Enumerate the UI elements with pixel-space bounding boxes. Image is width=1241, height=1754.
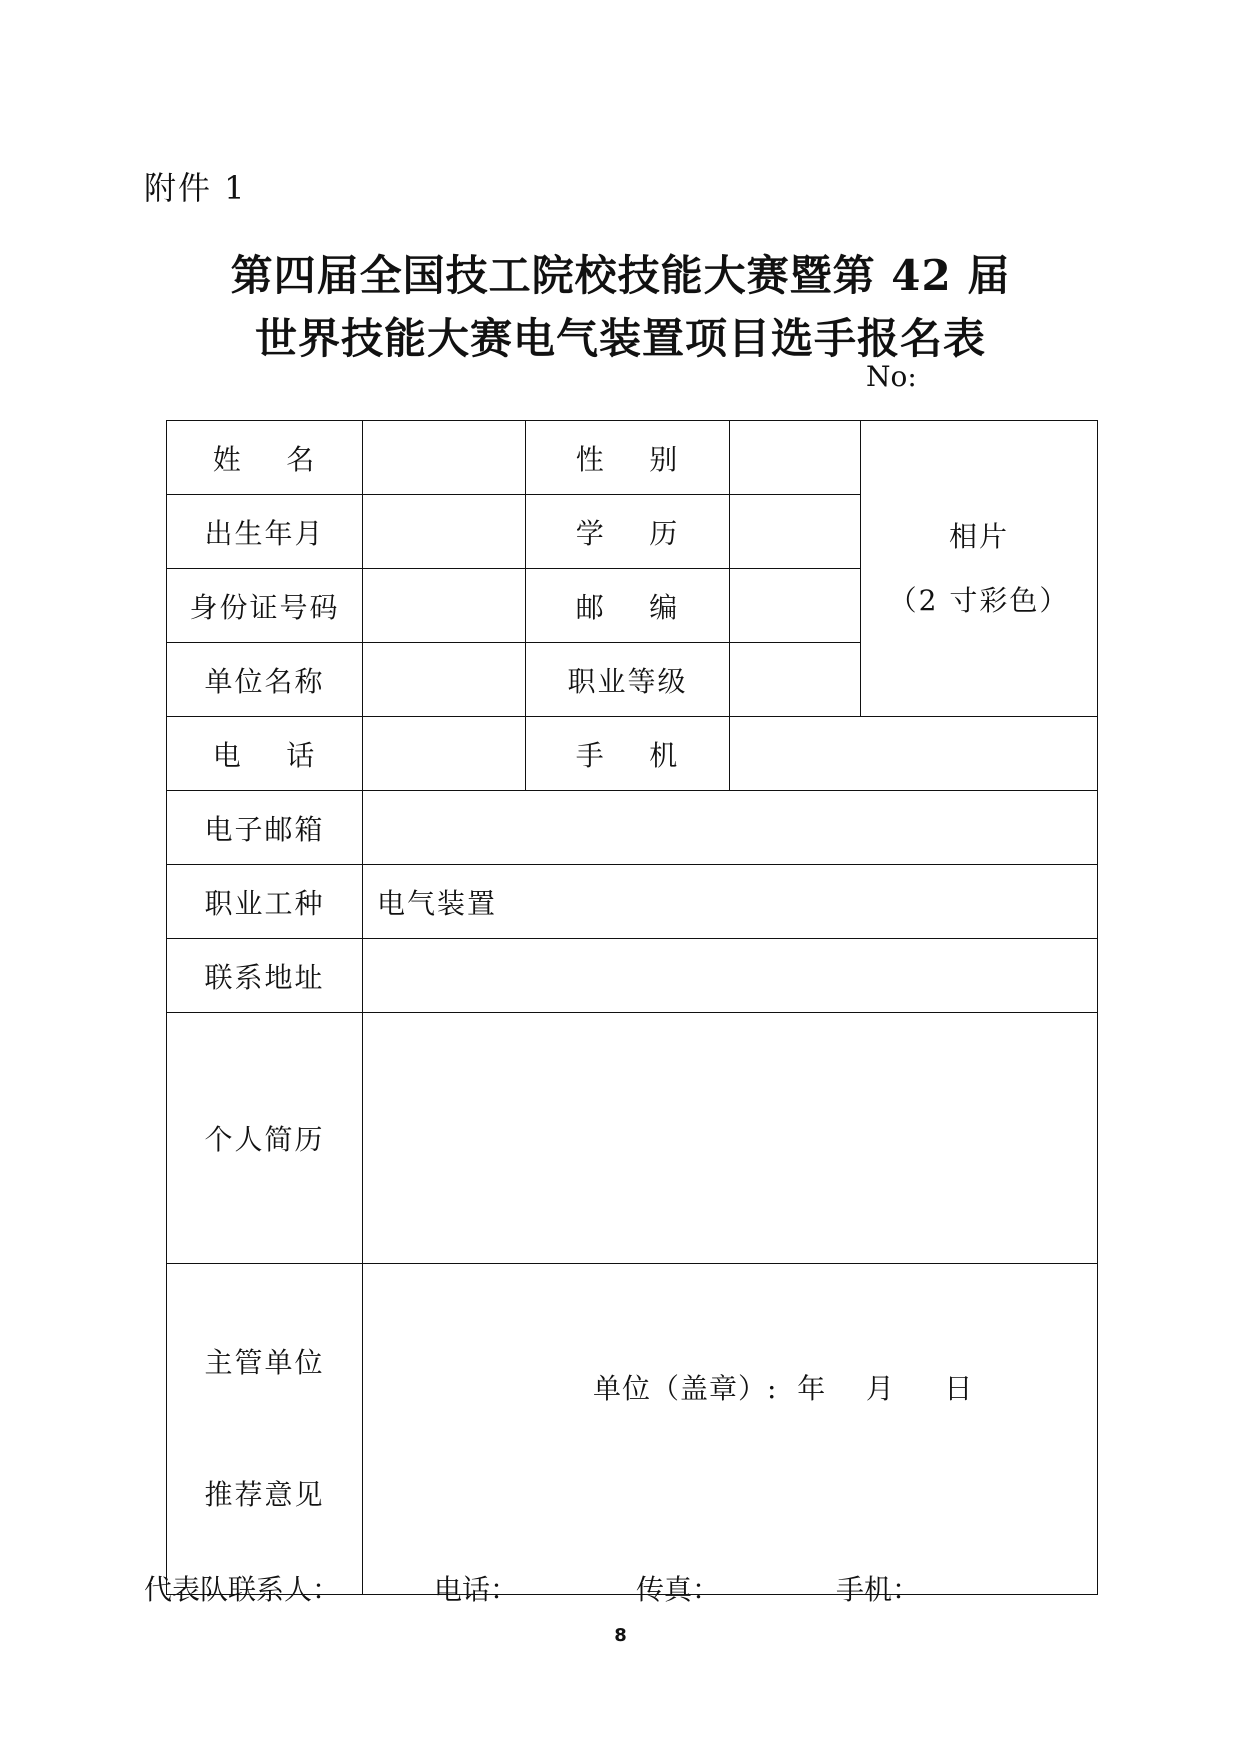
- team-contact-label: 代表队联系人：: [144, 1573, 341, 1606]
- occupation-label: 职业工种: [167, 865, 363, 939]
- recommendation-label: [167, 1264, 363, 1595]
- phone-field[interactable]: [363, 717, 526, 791]
- birth-field[interactable]: [363, 495, 526, 569]
- education-label: 学 历: [526, 495, 730, 569]
- address-label: 联系地址: [167, 939, 363, 1013]
- id-number-field[interactable]: [363, 569, 526, 643]
- photo-label: 相片: [948, 519, 1009, 553]
- address-field[interactable]: [363, 939, 1098, 1013]
- mobile-label: 手 机: [526, 717, 730, 791]
- page-number: 8: [614, 1625, 627, 1646]
- unit-name-label: 单位名称: [167, 643, 363, 717]
- stamp-date-line: 单位（盖章）: 年 月 日: [593, 1372, 974, 1405]
- email-label: 电子邮箱: [167, 791, 363, 865]
- job-level-label: 职业等级: [526, 643, 730, 717]
- recommendation-field[interactable]: [363, 1264, 1098, 1595]
- resume-field[interactable]: [363, 1013, 1098, 1264]
- form-number-label: No:: [866, 360, 917, 393]
- postcode-field[interactable]: [730, 569, 861, 643]
- id-number-label: 身份证号码: [167, 569, 363, 643]
- postcode-label: 邮 编: [526, 569, 730, 643]
- footer-mobile-label: 手机：: [836, 1573, 921, 1606]
- occupation-field[interactable]: 电气装置: [363, 865, 1098, 939]
- recommendation-label-line1: 主管单位: [204, 1346, 325, 1379]
- name-field[interactable]: [363, 421, 526, 495]
- photo-size-note: （2 寸彩色）: [888, 583, 1070, 617]
- name-label: 姓 名: [167, 421, 363, 495]
- resume-label: 个人简历: [167, 1013, 363, 1264]
- form-title-line2: 世界技能大赛电气装置项目选手报名表: [254, 314, 986, 363]
- attachment-label: 附件 1: [144, 169, 247, 207]
- gender-label: 性 别: [526, 421, 730, 495]
- job-level-field[interactable]: [730, 643, 861, 717]
- birth-label: 出生年月: [167, 495, 363, 569]
- footer-fax-label: 传真：: [636, 1573, 721, 1606]
- phone-label: 电 话: [167, 717, 363, 791]
- footer-phone-label: 电话：: [434, 1573, 519, 1606]
- email-field[interactable]: [363, 791, 1098, 865]
- recommendation-label-line2: 推荐意见: [204, 1478, 325, 1511]
- unit-name-field[interactable]: [363, 643, 526, 717]
- mobile-field[interactable]: [730, 717, 1098, 791]
- photo-box[interactable]: [861, 421, 1098, 717]
- registration-form-table: [166, 420, 1098, 1595]
- education-field[interactable]: [730, 495, 861, 569]
- gender-field[interactable]: [730, 421, 861, 495]
- form-title-line1: 第四届全国技工院校技能大赛暨第 42 届: [230, 251, 1011, 300]
